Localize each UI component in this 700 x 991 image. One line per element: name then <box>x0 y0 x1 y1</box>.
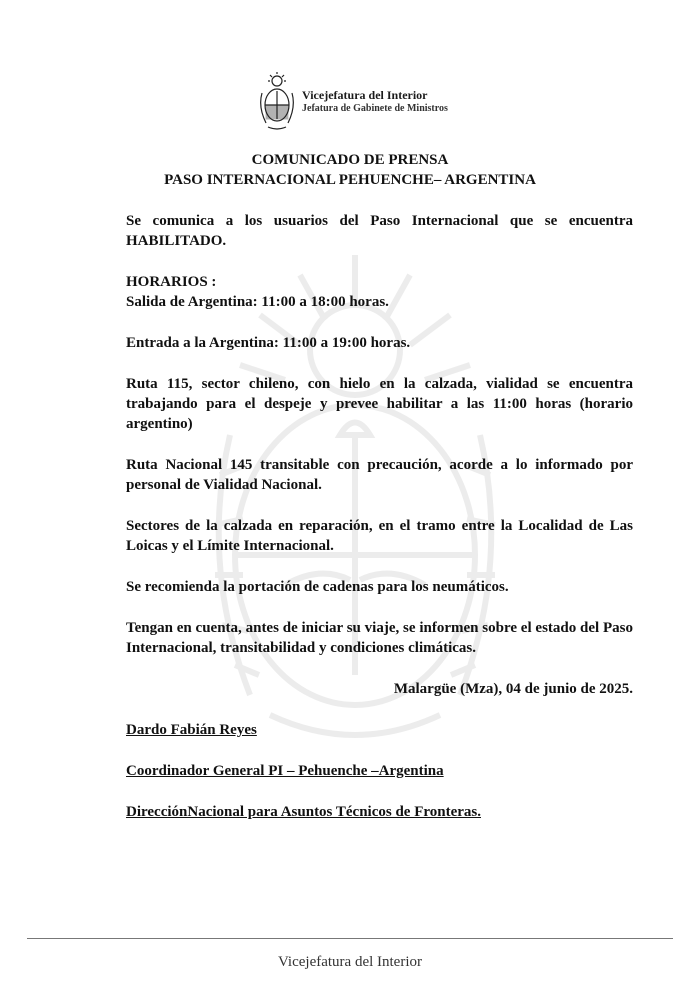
ruta-115-paragraph: Ruta 115, sector chileno, con hielo en la calzada, vialidad se encuentra trabajando para el despeje y prevee habilitar a las 11:00 horas (horario argentino) <box>126 376 633 432</box>
horarios-label: HORARIOS : <box>126 274 217 290</box>
letterhead <box>258 70 448 134</box>
signatory-office: DirecciónNacional para Asuntos Técnicos de Fronteras. <box>126 804 481 820</box>
place-date: Malargüe (Mza), 04 de junio de 2025. <box>393 681 633 697</box>
intro-paragraph <box>126 211 633 251</box>
signature-block <box>126 720 633 822</box>
salida-hours: Salida de Argentina: 11:00 a 18:00 horas. <box>126 294 389 310</box>
ruta-145-paragraph: Ruta Nacional 145 transitable con precaución, acorde a lo informado por personal de Vialidad Nacional. <box>126 457 633 493</box>
document-body <box>126 211 633 843</box>
footer-divider <box>27 938 673 939</box>
signatory-role: Coordinador General PI – Pehuenche –Argentina <box>126 763 444 779</box>
intro-line-1: Se comunica a los usuarios del Paso Internacional que se encuentra <box>126 213 633 229</box>
tengan-paragraph: Tengan en cuenta, antes de iniciar su viaje, se informen sobre el estado del Paso Internacional, transitabilidad y condiciones climáticas. <box>126 620 633 656</box>
title-line-1: COMUNICADO DE PRENSA <box>251 152 449 168</box>
footer-text: Vicejefatura del Interior <box>277 954 423 970</box>
national-seal-icon <box>258 71 296 133</box>
sectores-paragraph: Sectores de la calzada en reparación, en el tramo entre la Localidad de Las Loicas y el Límite Internacional. <box>126 518 633 554</box>
cadenas-paragraph: Se recomienda la portación de cadenas para los neumáticos. <box>126 579 509 595</box>
title-line-2: PASO INTERNACIONAL PEHUENCHE– ARGENTINA <box>164 172 536 188</box>
entrada-hours: Entrada a la Argentina: 11:00 a 19:00 horas. <box>126 335 411 351</box>
institution-subname: Jefatura de Gabinete de Ministros <box>302 103 448 114</box>
institution-name: Vicejefatura del Interior <box>302 88 428 102</box>
intro-line-2: HABILITADO. <box>126 233 227 249</box>
signatory-name: Dardo Fabián Reyes <box>126 722 257 738</box>
document-title <box>0 150 700 190</box>
